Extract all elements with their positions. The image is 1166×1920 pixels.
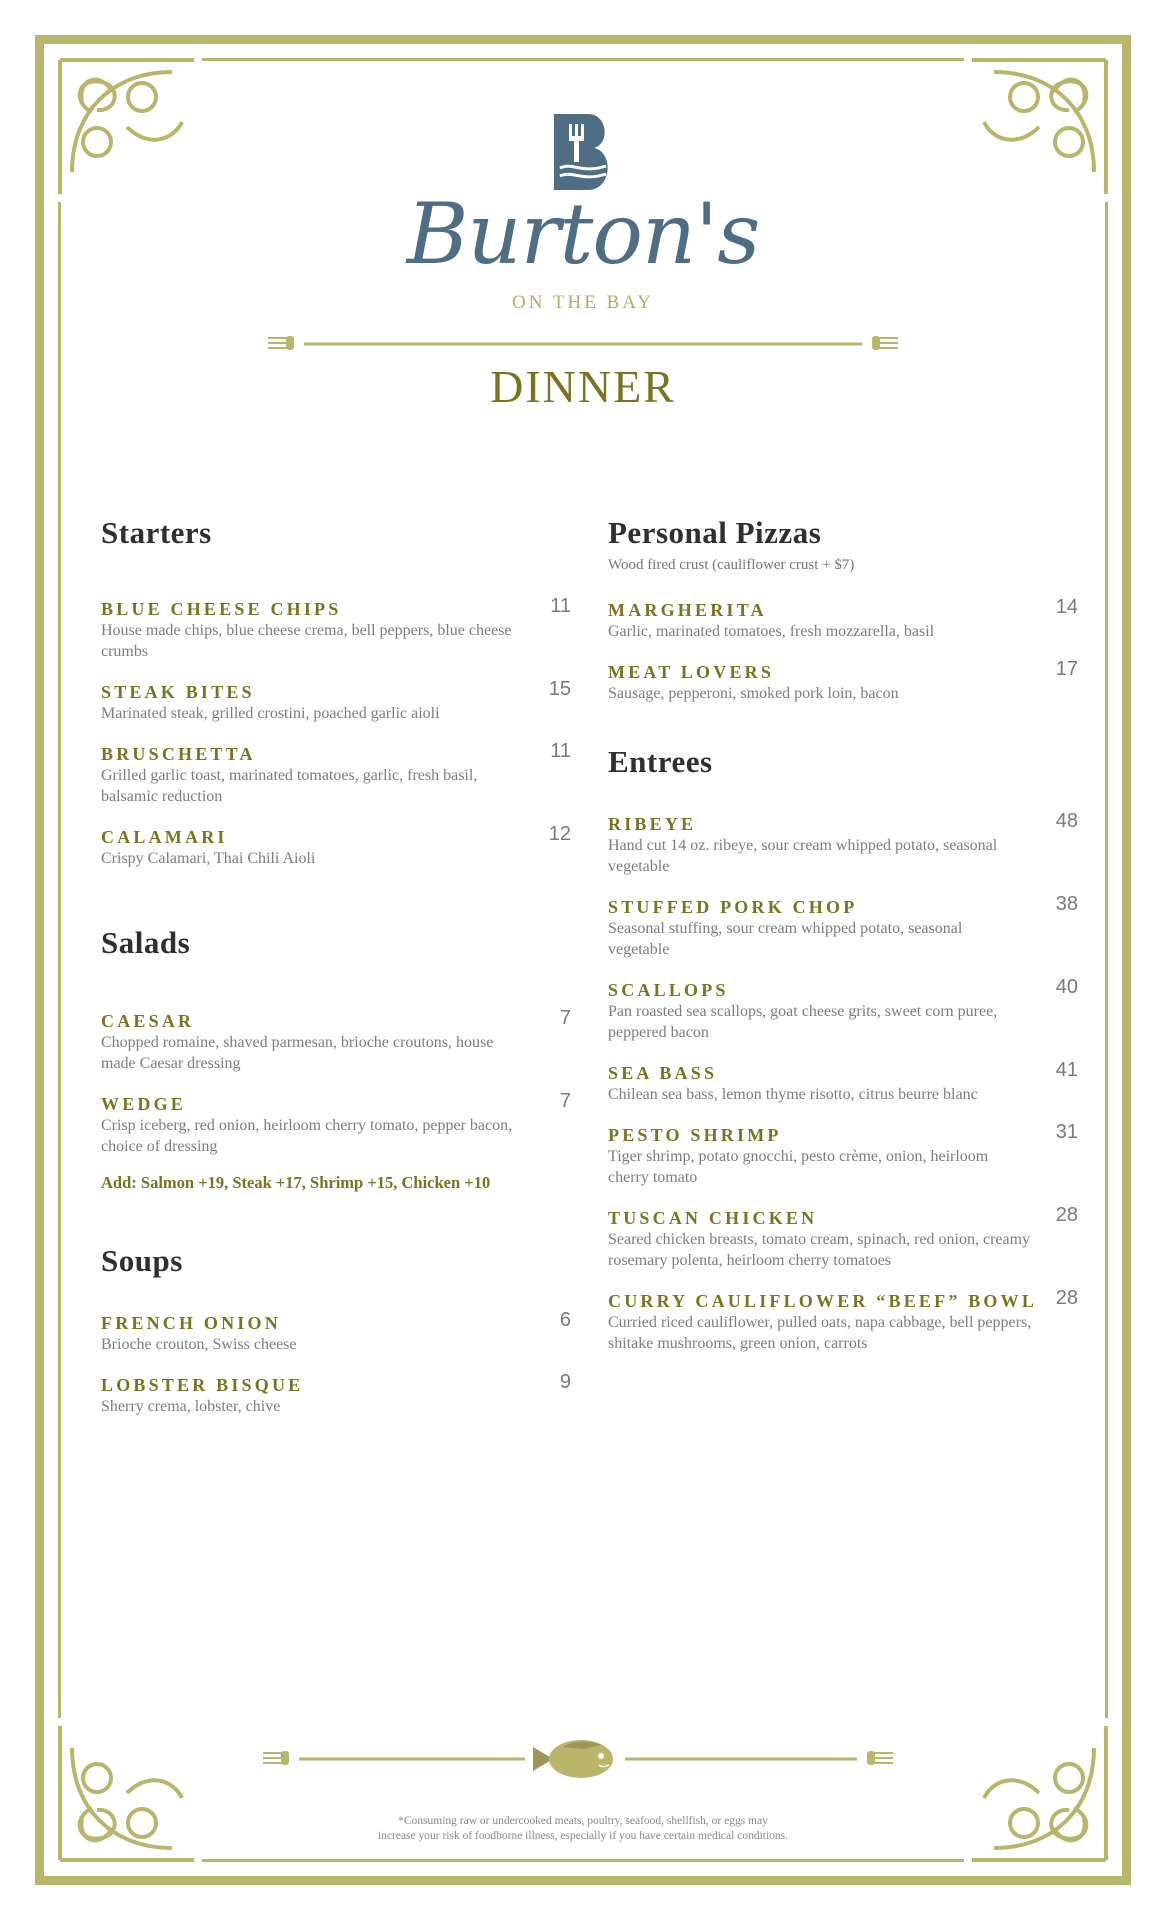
item-description: Brioche crouton, Swiss cheese	[101, 1336, 297, 1353]
item-price: 38	[1055, 893, 1078, 915]
item-price: 31	[1055, 1121, 1078, 1143]
menu-item	[608, 1121, 1078, 1188]
item-name: SCALLOPS	[608, 980, 729, 1000]
fork-icon	[872, 336, 898, 350]
item-description: Pan roasted sea scallops, goat cheese grits, sweet corn puree, peppered bacon	[608, 1003, 998, 1041]
item-name: CALAMARI	[101, 827, 228, 847]
menu-item	[101, 1007, 571, 1074]
section-title-soups: Soups	[101, 1243, 183, 1278]
item-name: RIBEYE	[608, 814, 697, 834]
item-name: STUFFED PORK CHOP	[608, 897, 858, 917]
menu-item	[101, 1371, 571, 1417]
item-price: 41	[1055, 1059, 1078, 1081]
item-description: Sausage, pepperoni, smoked pork loin, bacon	[608, 685, 899, 702]
brand-tagline: ON THE BAY	[512, 292, 654, 313]
item-name: LOBSTER BISQUE	[101, 1375, 304, 1395]
item-description: Garlic, marinated tomatoes, fresh mozzarella, basil	[608, 623, 935, 640]
right-column	[608, 515, 1078, 1354]
disclaimer-line: *Consuming raw or undercooked meats, poultry, seafood, shellfish, or eggs may	[398, 1815, 768, 1827]
left-column	[101, 515, 571, 1417]
section-title-entrees: Entrees	[608, 744, 713, 779]
item-name: MEAT LOVERS	[608, 662, 775, 682]
fork-icon	[867, 1751, 893, 1765]
menu-item	[608, 1059, 1078, 1105]
disclaimer-line: increase your risk of foodborne illness, especially if you have certain medical conditions.	[377, 1830, 789, 1842]
bottom-divider	[263, 1735, 893, 1785]
menu-item	[608, 893, 1078, 960]
item-name: TUSCAN CHICKEN	[608, 1208, 818, 1228]
item-price: 15	[548, 678, 571, 700]
item-price: 11	[550, 595, 571, 617]
item-name: FRENCH ONION	[101, 1313, 281, 1333]
item-description: Curried riced cauliflower, pulled oats, napa cabbage, bell peppers, shitake mushrooms, green onion, carrots	[608, 1314, 1032, 1352]
section-title-salads: Salads	[101, 925, 191, 960]
item-name: PESTO SHRIMP	[608, 1125, 782, 1145]
item-price: 28	[1055, 1287, 1078, 1309]
item-price: 28	[1055, 1204, 1078, 1226]
section-subtitle-pizzas: Wood fired crust (cauliflower crust + $7)	[608, 557, 855, 573]
item-price: 12	[548, 823, 571, 845]
item-price: 40	[1055, 976, 1078, 998]
top-divider	[268, 335, 898, 353]
menu-title: DINNER	[490, 361, 676, 412]
item-price: 11	[550, 740, 571, 762]
item-price: 48	[1055, 810, 1078, 832]
item-price: 14	[1055, 596, 1078, 618]
item-description: Sherry crema, lobster, chive	[101, 1398, 281, 1415]
item-name: STEAK BITES	[101, 682, 255, 702]
menu-item	[101, 1309, 571, 1355]
item-description: Crispy Calamari, Thai Chili Aioli	[101, 850, 316, 867]
item-price: 6	[559, 1309, 571, 1331]
menu-item	[608, 596, 1078, 642]
item-name: BLUE CHEESE CHIPS	[101, 599, 342, 619]
item-name: WEDGE	[101, 1094, 187, 1114]
menu-item	[608, 658, 1078, 704]
corner-flourish-icon	[52, 1718, 202, 1868]
brand-name: Burton's	[406, 185, 760, 283]
menu-item	[608, 976, 1078, 1043]
item-description: Seared chicken breasts, tomato cream, spinach, red onion, creamy rosemary polenta, heirloom cherry tomatoes	[608, 1231, 1031, 1269]
item-description: Grilled garlic toast, marinated tomatoes, garlic, fresh basil, balsamic reduction	[101, 767, 478, 805]
item-price: 9	[559, 1371, 571, 1393]
item-name: SEA BASS	[608, 1063, 718, 1083]
item-description: Tiger shrimp, potato gnocchi, pesto crème, onion, heirloom cherry tomato	[608, 1148, 989, 1186]
menu-item	[101, 823, 571, 869]
salad-addon-note: Add: Salmon +19, Steak +17, Shrimp +15, Chicken +10	[101, 1173, 491, 1192]
menu-item	[608, 810, 1078, 877]
item-description: Marinated steak, grilled crostini, poached garlic aioli	[101, 705, 440, 722]
item-description: Chilean sea bass, lemon thyme risotto, citrus beurre blanc	[608, 1086, 978, 1103]
fork-icon	[268, 336, 294, 350]
section-title-starters: Starters	[101, 515, 212, 550]
item-name: MARGHERITA	[608, 600, 767, 620]
menu-item	[101, 740, 571, 807]
item-price: 7	[559, 1007, 571, 1029]
item-description: Chopped romaine, shaved parmesan, brioche croutons, house made Caesar dressing	[101, 1034, 494, 1072]
fork-icon	[263, 1751, 289, 1765]
item-description: House made chips, blue cheese crema, bell peppers, blue cheese crumbs	[101, 622, 512, 660]
item-description: Seasonal stuffing, sour cream whipped potato, seasonal vegetable	[608, 920, 963, 958]
item-price: 7	[559, 1090, 571, 1112]
menu-item	[608, 1204, 1078, 1271]
item-name: CAESAR	[101, 1011, 195, 1031]
menu-item	[101, 1090, 571, 1157]
item-price: 17	[1055, 658, 1078, 680]
menu-item	[608, 1287, 1078, 1354]
menu-item	[101, 595, 571, 662]
item-description: Hand cut 14 oz. ribeye, sour cream whipped potato, seasonal vegetable	[608, 837, 998, 875]
logo-b-fork-icon	[550, 110, 616, 194]
disclaimer	[0, 1814, 1166, 1844]
menu-item	[101, 678, 571, 724]
item-name: CURRY CAULIFLOWER “BEEF” BOWL	[608, 1291, 1038, 1311]
section-title-pizzas: Personal Pizzas	[608, 515, 822, 550]
corner-flourish-icon	[964, 1718, 1114, 1868]
fish-icon	[525, 1737, 625, 1781]
item-name: BRUSCHETTA	[101, 744, 256, 764]
item-description: Crisp iceberg, red onion, heirloom cherry tomato, pepper bacon, choice of dressing	[101, 1117, 513, 1155]
